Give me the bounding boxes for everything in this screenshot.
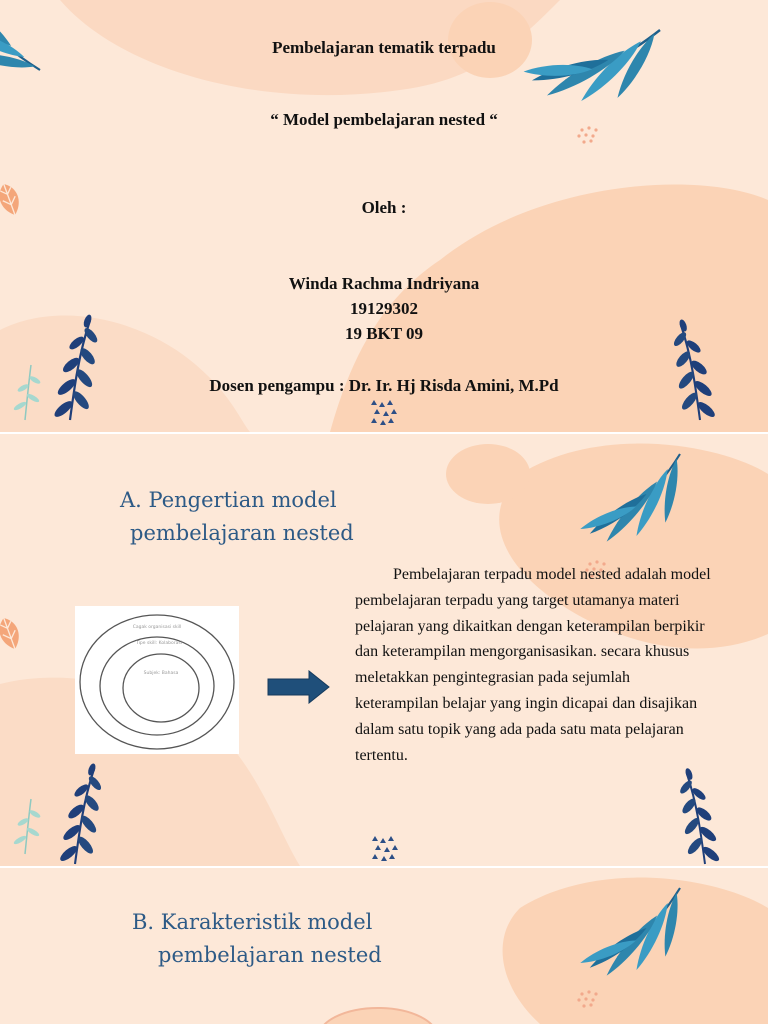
diagram-inner-label: Subjek: Bahasa — [143, 671, 179, 676]
author-name: Winda Rachma Indriyana — [288, 274, 480, 293]
class-code: 19 BKT 09 — [344, 324, 424, 343]
section-a-heading-line2: pembelajaran nested — [130, 521, 354, 545]
section-b-heading-line2: pembelajaran nested — [158, 943, 382, 967]
section-b-heading-line1: B. Karakteristik model — [132, 910, 373, 934]
characteristics-slide — [0, 868, 768, 1024]
title-slide — [0, 0, 768, 432]
presentation-subtitle: “ Model pembelajaran nested “ — [270, 110, 498, 129]
slide-decoration — [0, 868, 768, 1024]
nested-circles-graphic — [75, 606, 239, 754]
diagram-outer-label: Cagak organisasi skill — [132, 625, 182, 630]
diagram-middle-label: Tipe skill: Kolaborasi — [136, 641, 182, 646]
presentation-title: Pembelajaran tematik terpadu — [272, 38, 496, 57]
section-a-heading — [120, 484, 354, 550]
section-a-heading-line1: A. Pengertian model — [120, 488, 337, 512]
section-b-heading — [132, 906, 382, 972]
definition-text: Pembelajaran terpadu model nested adalah model pembelajaran terpadu yang target utamanya materi pelajaran yang dikaitkan dengan keterampilan berpikir dan keterampilan mengorganisasikan. secara khusus meletakkan pengintegrasian pada sejumlah keterampilan belajar yang ingin dicapai dan disajikan dalam satu topik yang ada pada satu mata pelajaran tertentu. — [355, 566, 711, 764]
definition-paragraph — [355, 562, 715, 768]
nested-model-diagram — [75, 606, 239, 754]
lecturer-name: Dosen pengampu : Dr. Ir. Hj Risda Amini, M.Pd — [209, 376, 559, 395]
by-label: Oleh : — [361, 198, 407, 217]
right-arrow-icon — [267, 670, 331, 704]
definition-slide — [0, 434, 768, 866]
student-id: 19129302 — [350, 299, 418, 318]
